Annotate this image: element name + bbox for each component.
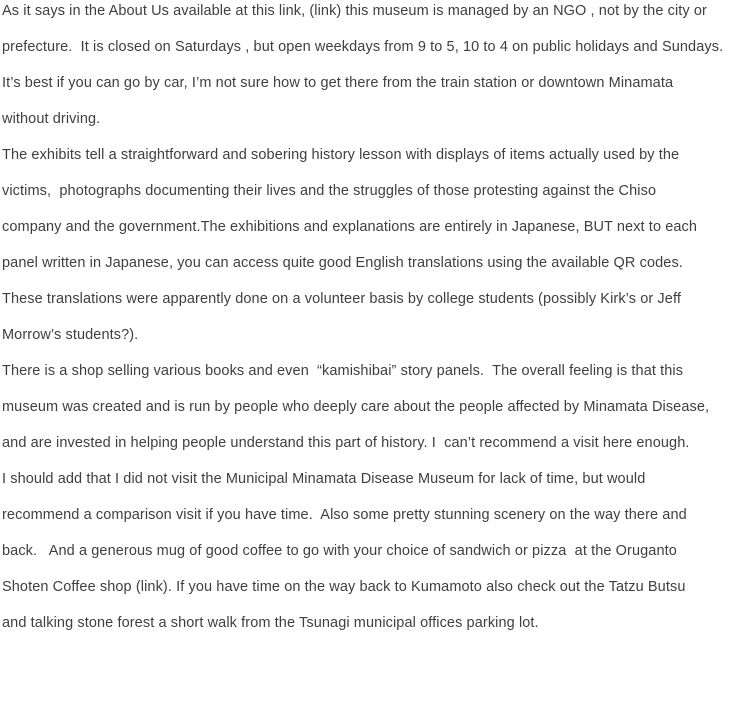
text-line: back. And a generous mug of good coffee to go with your choice of sandwich or pizza at the Oruganto [2, 543, 677, 559]
text-line: Shoten Coffee shop (link). If you have time on the way back to Kumamoto also check out the Tatzu Butsu [2, 579, 686, 595]
text-line: prefecture. It is closed on Saturdays , but open weekdays from 9 to 5, 10 to 4 on public holidays and Sundays. [2, 39, 724, 55]
text-line: and talking stone forest a short walk from the Tsunagi municipal offices parking lot. [2, 615, 539, 631]
text-line: The exhibits tell a straightforward and sobering history lesson with displays of items actually used by the [2, 147, 680, 163]
text-line: museum was created and is run by people who deeply care about the people affected by Minamata Disease, [2, 399, 710, 415]
text-line: recommend a comparison visit if you have time. Also some pretty stunning scenery on the way there and [2, 507, 687, 523]
text-line: and are invested in helping people understand this part of history. I can’t recommend a visit here enough. [2, 435, 690, 451]
text-line: company and the government.The exhibitions and explanations are entirely in Japanese, BUT next to each [2, 219, 698, 235]
text-line: victims, photographs documenting their lives and the struggles of those protesting against the Chiso [2, 183, 657, 199]
text-line: without driving. [2, 111, 101, 127]
paragraph-exhibits [2, 137, 731, 353]
paragraph-shop [2, 353, 731, 461]
text-line: Morrow’s students?). [2, 327, 139, 343]
text-line: I should add that I did not visit the Municipal Minamata Disease Museum for lack of time, but would [2, 471, 646, 487]
paragraph-recommendations [2, 461, 731, 641]
text-line: As it says in the About Us available at this link, (link) this museum is managed by an NGO , not by the city or [2, 3, 707, 19]
text-line: It’s best if you can go by car, I’m not sure how to get there from the train station or downtown Minamata [2, 75, 674, 91]
text-line: These translations were apparently done on a volunteer basis by college students (possibly Kirk’s or Jeff [2, 291, 681, 307]
paragraph-about-access [2, 0, 731, 137]
text-line: panel written in Japanese, you can access quite good English translations using the available QR codes. [2, 255, 683, 271]
text-line: There is a shop selling various books and even “kamishibai” story panels. The overall feeling is that this [2, 363, 684, 379]
